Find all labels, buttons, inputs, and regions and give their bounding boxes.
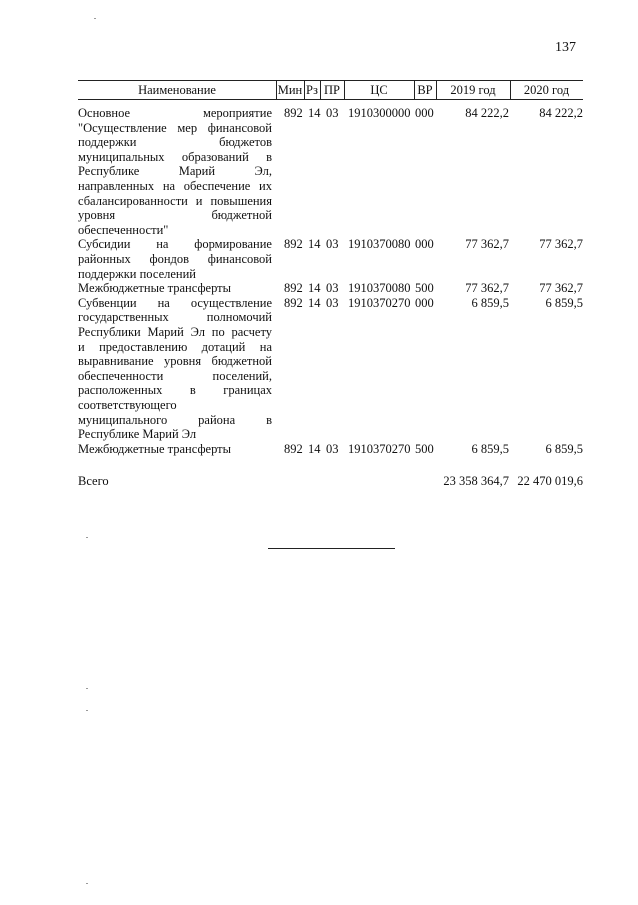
row-vr: 500: [415, 281, 434, 296]
row-rz: 14: [308, 106, 321, 120]
row-y2020: 77 362,7: [539, 281, 583, 296]
row-name-line: обеспеченности": [78, 222, 169, 237]
row-name-line: Республики Марий Эл по расчету: [78, 324, 272, 339]
row-name-line: расположенных в границах: [78, 383, 272, 398]
row-name-line: направленных на обеспечение их: [78, 178, 272, 193]
row-name-line: Основное мероприятие: [78, 106, 272, 120]
scan-speck: [86, 883, 88, 884]
row-name-line: Субвенции на осуществление: [78, 295, 272, 310]
row-name: [78, 106, 272, 237]
row-vr: 500: [415, 441, 434, 456]
row-vr: 000: [415, 237, 434, 252]
row-name-line: уровня бюджетной: [78, 208, 272, 223]
row-y2019: 77 362,7: [465, 281, 509, 296]
row-y2019: 84 222,2: [465, 106, 509, 120]
row-min: 892: [284, 237, 303, 252]
scan-speck: [86, 710, 88, 711]
row-name-line: поддержки поселений: [78, 266, 196, 281]
row-name-line: районных фондов финансовой: [78, 251, 272, 266]
row-name: [78, 237, 272, 281]
row-name-line: муниципального района в: [78, 412, 272, 427]
row-name: [78, 296, 272, 442]
row-name-line: Межбюджетные трансферты: [78, 281, 232, 296]
row-pr: 03: [326, 441, 339, 456]
row-name: [78, 281, 272, 296]
row-pr: 03: [326, 237, 339, 252]
row-name-line: Республике Марий Эл,: [78, 164, 272, 179]
row-name-line: Республике Марий Эл: [78, 427, 197, 442]
row-y2019: 6 859,5: [471, 295, 509, 310]
row-rz: 14: [308, 281, 321, 296]
header-2020: 2020 год: [523, 83, 570, 97]
row-cs: 1910370270: [348, 441, 411, 456]
row-rz: 14: [308, 295, 321, 310]
row-name: [78, 442, 272, 457]
row-name-line: и предоставлению дотаций на: [78, 339, 272, 354]
total-label: Всего: [78, 474, 109, 488]
row-cs: 1910370270: [348, 295, 411, 310]
total-2019: 23 358 364,7: [443, 474, 509, 488]
header-vr: ВР: [417, 83, 433, 97]
row-name-line: выравнивание уровня бюджетной: [78, 354, 272, 369]
scan-speck: [94, 18, 96, 19]
header-min: Мин: [277, 83, 303, 97]
table-header: [78, 80, 583, 100]
header-2019: 2019 год: [450, 83, 496, 97]
row-min: 892: [284, 281, 303, 296]
row-name-line: обеспеченности поселений,: [78, 368, 272, 383]
row-y2020: 6 859,5: [545, 441, 583, 456]
header-rz: Рз: [306, 83, 318, 97]
row-name-line: сбалансированности и повышения: [78, 193, 272, 208]
row-vr: 000: [415, 106, 434, 120]
header-name: Наименование: [138, 83, 216, 97]
scan-speck: [86, 688, 88, 689]
row-y2019: 77 362,7: [465, 237, 509, 252]
row-y2020: 84 222,2: [539, 106, 583, 120]
row-name-line: "Осуществление мер финансовой: [78, 120, 272, 135]
row-min: 892: [284, 106, 303, 120]
row-pr: 03: [326, 295, 339, 310]
row-vr: 000: [415, 295, 434, 310]
row-name-line: Межбюджетные трансферты: [78, 441, 232, 456]
closing-rule: [268, 548, 395, 549]
row-y2019: 6 859,5: [471, 441, 509, 456]
row-cs: 1910370080: [348, 237, 411, 252]
total-2020: 22 470 019,6: [517, 474, 583, 488]
row-cs: 1910300000: [348, 106, 411, 120]
row-name-line: государственных полномочий: [78, 310, 272, 325]
scan-speck: [86, 537, 88, 538]
row-min: 892: [284, 441, 303, 456]
row-name-line: Субсидии на формирование: [78, 237, 272, 252]
row-name-line: поддержки бюджетов: [78, 135, 272, 150]
row-rz: 14: [308, 237, 321, 252]
header-cs: ЦС: [370, 83, 388, 97]
row-name-line: муниципальных образований в: [78, 149, 272, 164]
row-name-line: соответствующего: [78, 397, 177, 412]
row-y2020: 77 362,7: [539, 237, 583, 252]
row-min: 892: [284, 295, 303, 310]
row-y2020: 6 859,5: [545, 295, 583, 310]
row-pr: 03: [326, 106, 339, 120]
row-rz: 14: [308, 441, 321, 456]
page-number: 137: [555, 40, 576, 55]
header-pr: ПР: [324, 83, 340, 97]
row-pr: 03: [326, 281, 339, 296]
row-cs: 1910370080: [348, 281, 411, 296]
